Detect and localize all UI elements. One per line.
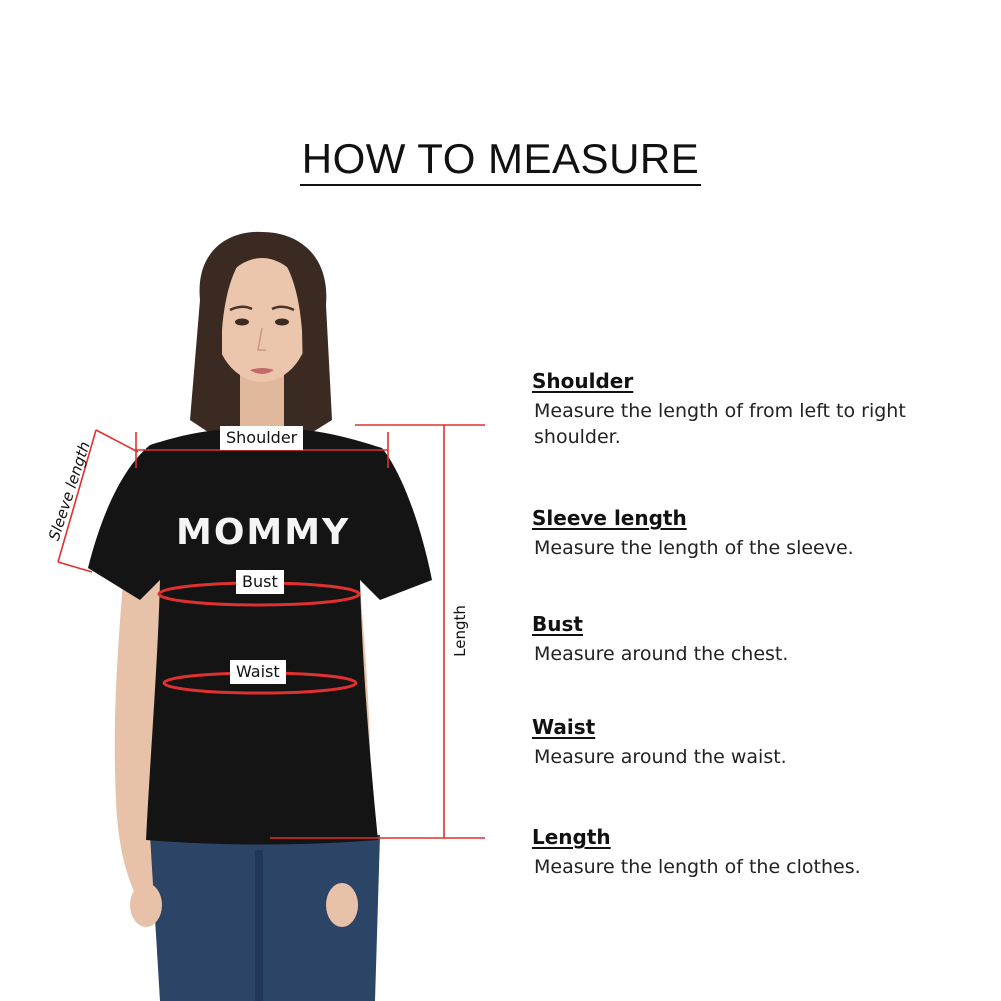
bust-label: Bust <box>236 570 284 594</box>
belt-gap <box>255 850 263 1001</box>
guide-waist <box>532 714 972 770</box>
left-hand <box>130 883 162 927</box>
sleeve-guide-bottom <box>58 562 92 572</box>
right-hand <box>326 883 358 927</box>
waist-label: Waist <box>230 660 286 684</box>
right-eye <box>275 319 289 326</box>
length-label: Length <box>450 605 469 657</box>
guide-length-heading: Length <box>532 825 611 849</box>
guide-waist-desc: Measure around the waist. <box>534 746 787 768</box>
shirt-print-text: MOMMY <box>176 512 351 553</box>
guide-sleeve <box>532 505 972 561</box>
guide-length-desc: Measure the length of the clothes. <box>534 856 861 878</box>
sleeve-length-label: Sleeve length <box>44 439 94 543</box>
guide-bust-desc: Measure around the chest. <box>534 643 789 665</box>
sleeve-guide-top <box>96 430 138 452</box>
page-title-text: HOW TO MEASURE <box>300 136 702 186</box>
guide-shoulder-desc: Measure the length of from left to right shoulder. <box>534 400 906 448</box>
guide-bust <box>532 611 972 667</box>
guide-waist-heading: Waist <box>532 715 596 739</box>
shoulder-label: Shoulder <box>220 426 303 450</box>
left-eye <box>235 319 249 326</box>
guide-sleeve-heading: Sleeve length <box>532 506 687 530</box>
guide-bust-heading: Bust <box>532 612 583 636</box>
guide-length <box>532 824 972 880</box>
guide-sleeve-desc: Measure the length of the sleeve. <box>534 537 854 559</box>
guide-shoulder <box>532 368 972 450</box>
guide-shoulder-heading: Shoulder <box>532 369 634 393</box>
